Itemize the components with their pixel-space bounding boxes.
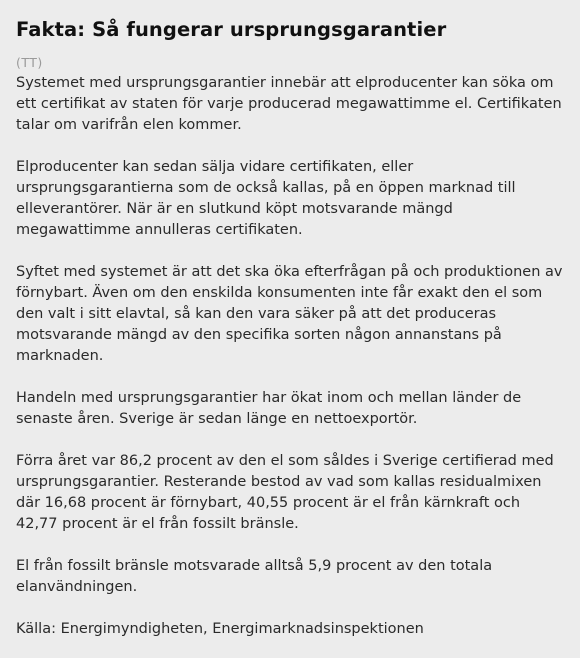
fact-paragraph-purpose: Syftet med systemet är att det ska öka efterfrågan på och produktionen av förnybart. Även om den enskilda konsumenten inte får exakt den el som den valt i sitt elavtal, så kan den vara säker på att det produceras motsvarande mängd av den specifika sorten någon annanstans på marknaden. [16, 264, 563, 364]
fact-paragraph-system: Systemet med ursprungsgarantier innebär att elproducenter kan söka om ett certifikat av staten för varje producerad megawattimme el. Certifikaten talar om varifrån elen kommer. [16, 75, 562, 133]
fact-source: (TT) [16, 55, 43, 70]
fact-paragraph-market: Elproducenter kan sedan sälja vidare certifikaten, eller ursprungsgarantierna som de också kallas, på en öppen marknad till elleverantörer. När är en slutkund köpt motsvarande mängd megawattimme annulleras certifikaten. [16, 159, 516, 238]
fact-paragraph-statistics: Förra året var 86,2 procent av den el som såldes i Sverige certifierad med ursprungsgarantier. Resterande bestod av vad som kallas residualmixen där 16,68 procent är förnybart, 40,55 procent är el från kärnkraft och 42,77 procent är el från fossilt bränsle. [16, 453, 554, 532]
fact-paragraph-fossil-share: El från fossilt bränsle motsvarade alltså 5,9 procent av den totala elanvändningen. [16, 558, 493, 595]
fact-paragraph-sources: Källa: Energimyndigheten, Energimarknadsinspektionen [16, 621, 424, 637]
fact-body [16, 73, 564, 640]
fact-title: Fakta: Så fungerar ursprungsgarantier [16, 18, 447, 41]
fact-paragraph-trade: Handeln med ursprungsgarantier har ökat inom och mellan länder de senaste åren. Sverige är sedan länge en nettoexportör. [16, 390, 522, 427]
